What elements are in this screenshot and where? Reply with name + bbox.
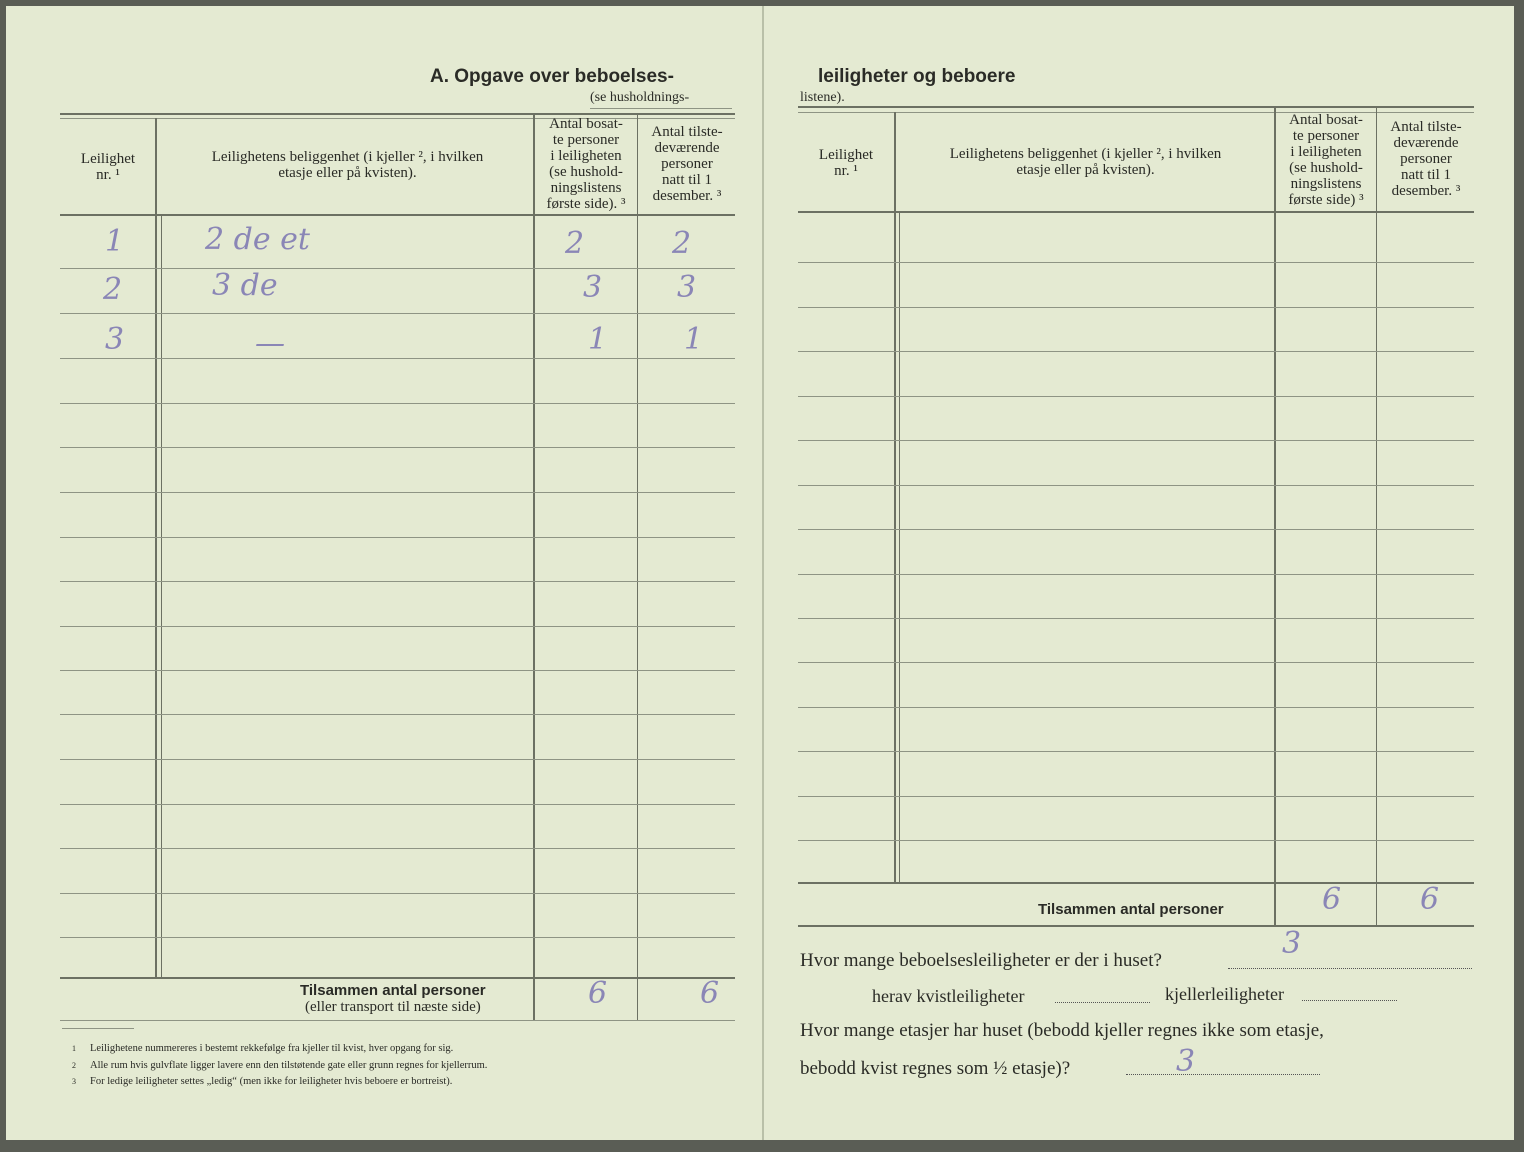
row-nr: 3 [105,322,125,357]
right-title: leiligheter og beboere [818,66,1016,87]
right-total-label: Tilsammen antal personer [1038,901,1224,918]
question-floors-cont: bebodd kvist regnes som ½ etasje)? [800,1058,1071,1079]
header-location: Leilighetens beliggenhet (i kjeller ², i hvilken etasje eller på kvisten). [211,149,484,181]
answer-apartments: 3 [1282,926,1302,961]
left-total-sublabel: (eller transport til næste side) [305,999,481,1015]
total-top-rule [798,882,1474,884]
header-nr: Leilighet nr. ¹ [818,147,874,179]
row-residents: 3 [583,270,603,305]
table-top-rule [60,113,735,115]
col-divider-1b [899,211,900,882]
answer-line [1126,1074,1320,1075]
answer-line [1302,1000,1397,1001]
right-total-present: 6 [1420,882,1440,917]
subtitle-rule [590,108,732,109]
row-nr: 1 [105,224,125,259]
question-attic: herav kvistleiligheter [872,986,1025,1006]
row-present: 2 [672,226,692,261]
header-residents: Antal bosat- te personer i leiligheten (se hushold- ningslistens første side). ³ [546,116,626,212]
row-present: 3 [677,270,697,305]
left-subtitle: (se husholdnings- [590,90,690,105]
footnote-rule [62,1028,134,1029]
row-nr: 2 [103,272,123,307]
question-floors: Hvor mange etasjer har huset (bebodd kjeller regnes ikke som etasje, [800,1020,1324,1041]
page-fold [762,6,764,1140]
total-bottom-rule [798,925,1474,927]
total-bottom-rule [60,1020,735,1021]
footnote: 2 Alle rum hvis gulvflate ligger lavere enn den tilstøtende gate eller grunn regnes for kjellerrum. [72,1060,488,1071]
row-residents: 1 [588,322,608,357]
right-total-residents: 6 [1322,882,1342,917]
header-nr: Leilighet nr. ¹ [80,151,136,183]
col-divider-1b [161,214,162,978]
header-present: Antal tilste- deværende personer natt til 1 desember. ³ [651,124,723,204]
row-location: 3 de [212,268,278,303]
total-top-rule [60,977,735,979]
col-divider-2 [1274,108,1276,926]
left-total-present: 6 [700,976,720,1011]
left-total-label: Tilsammen antal personer [300,982,486,999]
header-location: Leilighetens beliggenhet (i kjeller ², i hvilken etasje eller på kvisten). [949,146,1222,178]
row-location: 2 de et [205,222,310,257]
table-top-rule [798,106,1474,108]
col-divider-1 [155,118,157,978]
footnote: 3 For ledige leiligheter settes „ledig“ (men ikke for leiligheter hvis beboere er bortreist). [72,1076,453,1087]
col-divider-1 [894,112,896,882]
row-present: 1 [684,322,704,357]
row-location: — [255,326,285,361]
question-apartments: Hvor mange beboelsesleiligheter er der i huset? [800,950,1162,971]
footnote: 1 Leilighetene nummereres i bestemt rekkefølge fra kjeller til kvist, hver opgang for sig. [72,1043,454,1054]
row-residents: 2 [565,226,585,261]
question-basement: kjellerleiligheter [1165,984,1284,1004]
header-residents: Antal bosat- te personer i leiligheten (se hushold- ningslistens første side) ³ [1288,112,1364,208]
left-total-residents: 6 [588,976,608,1011]
col-divider-3 [1376,108,1377,926]
answer-line [1228,968,1472,969]
answer-floors: 3 [1176,1044,1196,1079]
col-divider-3 [637,113,638,1020]
header-present: Antal tilste- deværende personer natt til 1 desember. ³ [1390,119,1462,199]
col-divider-2 [533,113,535,1020]
left-title: A. Opgave over beboelses- [430,66,674,87]
right-subtitle: listene). [800,90,845,105]
answer-line [1055,1002,1150,1003]
